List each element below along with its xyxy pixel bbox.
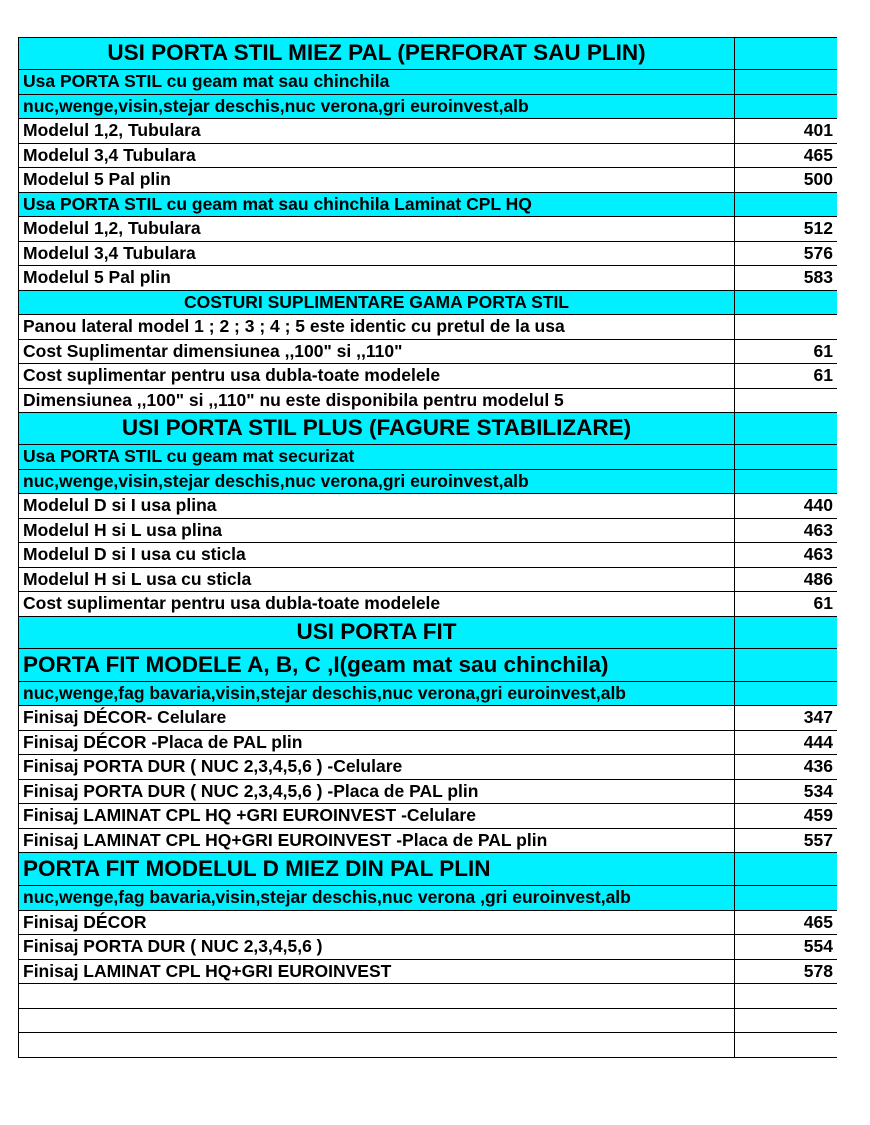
row-price [735,1009,837,1033]
row-price [735,984,837,1008]
table-row [19,853,837,886]
row-label: Finisaj DÉCOR -Placa de PAL plin [19,731,735,755]
table-row [19,193,837,218]
row-label: USI PORTA STIL PLUS (FAGURE STABILIZARE) [19,413,735,444]
row-label: nuc,wenge,fag bavaria,visin,stejar deschis,nuc verona,gri euroinvest,alb [19,682,735,706]
row-price [735,682,837,706]
row-price: 401 [803,120,833,140]
row-price: 583 [803,267,833,287]
table-row [19,389,837,414]
row-price: 557 [803,829,833,850]
row-price [735,886,837,910]
row-price: 512 [803,218,833,238]
table-row [19,266,837,291]
row-label: Modelul H si L usa plina [19,519,735,543]
row-label: Modelul 1,2, Tubulara [19,217,735,241]
table-row [19,1033,837,1058]
row-label [19,1033,735,1057]
table-row [19,519,837,544]
row-price [735,315,837,339]
row-price [735,413,837,444]
row-label: nuc,wenge,visin,stejar deschis,nuc verona,gri euroinvest,alb [19,95,735,119]
row-label: Modelul H si L usa cu sticla [19,568,735,592]
row-price [735,853,837,885]
row-label: Panou lateral model 1 ; 2 ; 3 ; 4 ; 5 este identic cu pretul de la usa [19,315,735,339]
row-price: 61 [813,365,833,385]
row-price: 440 [803,495,833,515]
table-row [19,706,837,731]
table-row [19,364,837,389]
row-label: COSTURI SUPLIMENTARE GAMA PORTA STIL [19,291,735,315]
row-price: 463 [803,544,833,564]
row-price: 465 [803,144,833,165]
row-label: Finisaj LAMINAT CPL HQ+GRI EUROINVEST -Placa de PAL plin [19,829,735,853]
row-label: Modelul D si I usa cu sticla [19,543,735,567]
table-row [19,1009,837,1034]
row-label [19,1009,735,1033]
table-row [19,38,837,70]
row-label: Dimensiunea ,,100" si ,,110" nu este disponibila pentru modelul 5 [19,389,735,413]
row-price: 459 [803,805,833,825]
row-price [735,617,837,648]
row-label: Finisaj DÉCOR [19,911,735,935]
table-row [19,617,837,649]
row-label: Cost Suplimentar dimensiunea ,,100" si ,,110" [19,340,735,364]
row-price: 436 [803,756,833,776]
row-label: Modelul 5 Pal plin [19,168,735,192]
row-price [735,649,837,681]
table-row [19,470,837,495]
table-row [19,291,837,316]
row-label: Cost suplimentar pentru usa dubla-toate modelele [19,592,735,616]
row-price: 463 [803,519,833,540]
row-label: Finisaj DÉCOR- Celulare [19,706,735,730]
table-row [19,315,837,340]
row-price: 347 [803,707,833,727]
table-row [19,592,837,617]
table-row [19,780,837,805]
row-label: Finisaj PORTA DUR ( NUC 2,3,4,5,6 ) [19,935,735,959]
table-row [19,70,837,95]
table-row [19,829,837,854]
row-price: 486 [803,568,833,589]
table-row [19,119,837,144]
price-table [18,37,837,1058]
row-price [735,95,837,119]
row-label: Modelul 3,4 Tubulara [19,242,735,266]
table-row [19,731,837,756]
row-price: 61 [813,593,833,613]
table-row [19,543,837,568]
table-row [19,804,837,829]
row-price [735,193,837,217]
row-price: 534 [803,780,833,801]
row-price: 500 [803,169,833,189]
table-row [19,95,837,120]
table-row [19,217,837,242]
table-row [19,886,837,911]
row-label: nuc,wenge,visin,stejar deschis,nuc verona,gri euroinvest,alb [19,470,735,494]
table-row [19,144,837,169]
row-label: Finisaj PORTA DUR ( NUC 2,3,4,5,6 ) -Placa de PAL plin [19,780,735,804]
row-label: Modelul D si I usa plina [19,494,735,518]
table-row [19,413,837,445]
row-price [735,291,837,315]
row-price: 578 [803,960,833,981]
row-label: Finisaj PORTA DUR ( NUC 2,3,4,5,6 ) -Celulare [19,755,735,779]
row-label: Finisaj LAMINAT CPL HQ+GRI EUROINVEST [19,960,735,984]
row-price: 465 [803,911,833,932]
row-label: Usa PORTA STIL cu geam mat sau chinchila Laminat CPL HQ [19,193,735,217]
table-row [19,340,837,365]
row-label: Modelul 3,4 Tubulara [19,144,735,168]
row-price [735,470,837,494]
row-price [735,1033,837,1057]
row-price [735,70,837,94]
table-row [19,445,837,470]
table-row [19,649,837,682]
table-row [19,935,837,960]
row-label: USI PORTA FIT [19,617,735,648]
row-price [735,389,837,413]
row-label: Modelul 1,2, Tubulara [19,119,735,143]
table-row [19,984,837,1009]
row-price: 576 [803,242,833,263]
row-label: nuc,wenge,fag bavaria,visin,stejar deschis,nuc verona ,gri euroinvest,alb [19,886,735,910]
row-label: Finisaj LAMINAT CPL HQ +GRI EUROINVEST -Celulare [19,804,735,828]
row-price: 61 [813,340,833,361]
row-price: 554 [803,936,833,956]
row-price [735,38,837,69]
row-label: Cost suplimentar pentru usa dubla-toate modelele [19,364,735,388]
row-label: Usa PORTA STIL cu geam mat securizat [19,445,735,469]
row-label: Usa PORTA STIL cu geam mat sau chinchila [19,70,735,94]
table-row [19,682,837,707]
table-row [19,168,837,193]
row-price [735,445,837,469]
table-row [19,755,837,780]
row-label: USI PORTA STIL MIEZ PAL (PERFORAT SAU PLIN) [19,38,735,69]
row-label: PORTA FIT MODELUL D MIEZ DIN PAL PLIN [19,853,735,885]
table-row [19,960,837,985]
table-row [19,568,837,593]
table-row [19,242,837,267]
table-row [19,494,837,519]
row-label: Modelul 5 Pal plin [19,266,735,290]
row-label: PORTA FIT MODELE A, B, C ,I(geam mat sau chinchila) [19,649,735,681]
row-label [19,984,735,1008]
row-price: 444 [803,731,833,752]
table-row [19,911,837,936]
